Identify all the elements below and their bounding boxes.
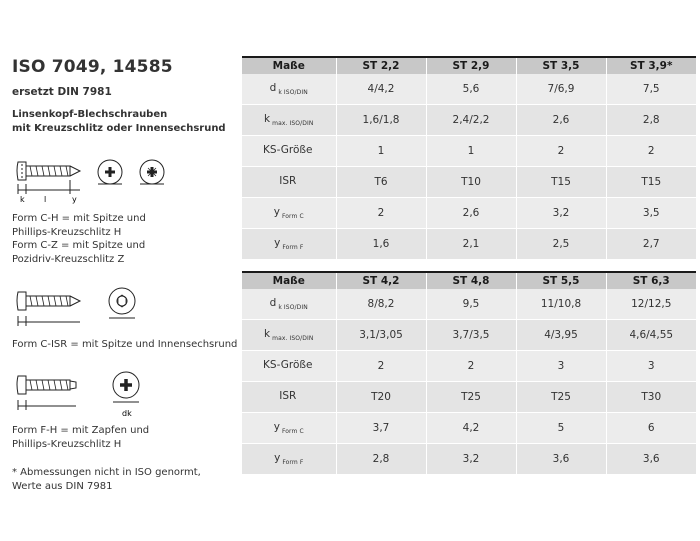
header-cell: ST 2,2 (336, 57, 426, 74)
row-label: KS-Größe (242, 136, 336, 167)
dimensions-table-1 (242, 56, 696, 260)
table-cell: 3,7 (336, 413, 426, 444)
table-cell: 6 (606, 413, 696, 444)
form-text-line: Phillips-Kreuzschlitz H (12, 438, 122, 450)
header-cell: ST 3,5 (516, 57, 606, 74)
dim-label-dk: dk (122, 409, 132, 418)
table-cell: 3 (516, 351, 606, 382)
table-cell: 2,1 (426, 229, 516, 260)
row-label: y $_{Form F}$ (242, 444, 336, 475)
header-cell: ST 5,5 (516, 272, 606, 289)
row-label: d $_{k ISO/DIN}$ (242, 74, 336, 105)
form-text-line: Form F-H = mit Zapfen und (12, 425, 150, 436)
table-cell: T15 (606, 167, 696, 198)
table-cell: 1,6/1,8 (336, 105, 426, 136)
table-cell: 2,6 (516, 105, 606, 136)
screw-drawing-form-c-isr (14, 282, 154, 336)
table-cell: T30 (606, 382, 696, 413)
row-label: ISR (242, 382, 336, 413)
header-cell: ST 2,9 (426, 57, 516, 74)
table-cell: 3 (606, 351, 696, 382)
table-cell: 3,5 (606, 198, 696, 229)
form-text-line: Form C-ISR = mit Spitze und Innensechsrund (12, 339, 238, 350)
table-cell: T20 (336, 382, 426, 413)
table-row (242, 74, 696, 105)
footnote-line2: Werte aus DIN 7981 (12, 481, 113, 492)
table-row (242, 136, 696, 167)
table-cell: 3,7/3,5 (426, 320, 516, 351)
table-row (242, 444, 696, 475)
table-cell: 3,6 (606, 444, 696, 475)
table-cell: 7/6,9 (516, 74, 606, 105)
header-cell: ST 4,2 (336, 272, 426, 289)
row-label: k $_{max. ISO/DIN}$ (242, 105, 336, 136)
dimensions-table-2 (242, 271, 696, 475)
table-cell: 1 (336, 136, 426, 167)
table-row (242, 167, 696, 198)
form-text-line: Pozidriv-Kreuzschlitz Z (12, 253, 125, 265)
table-cell: T15 (516, 167, 606, 198)
row-label: y $_{Form F}$ (242, 229, 336, 260)
row-label: ISR (242, 167, 336, 198)
footnote-line1: * Abmessungen nicht in ISO genormt, (12, 467, 201, 478)
table-cell: 3,1/3,05 (336, 320, 426, 351)
table-cell: 2,7 (606, 229, 696, 260)
header-cell: Maße (242, 272, 336, 289)
form-c-h-description (12, 212, 146, 266)
table-header-row (242, 57, 696, 74)
table-cell: 3,2 (426, 444, 516, 475)
table-cell: 2,6 (426, 198, 516, 229)
table-header-row (242, 272, 696, 289)
table-cell: 4,6/4,55 (606, 320, 696, 351)
row-label: k $_{max. ISO/DIN}$ (242, 320, 336, 351)
table-cell: 4/3,95 (516, 320, 606, 351)
row-label: KS-Größe (242, 351, 336, 382)
table-row (242, 289, 696, 320)
table-cell: 2,4/2,2 (426, 105, 516, 136)
table-row (242, 198, 696, 229)
form-text-line: Form C-Z = mit Spitze und (12, 240, 146, 251)
table-cell: 7,5 (606, 74, 696, 105)
row-label: d $_{k ISO/DIN}$ (242, 289, 336, 320)
form-text-line: Form C-H = mit Spitze und (12, 213, 146, 224)
form-text-line: Phillips-Kreuzschlitz H (12, 226, 122, 238)
table-cell: 4,2 (426, 413, 516, 444)
table-cell: 9,5 (426, 289, 516, 320)
screw-drawing-form-f-h (14, 366, 164, 420)
dim-label-k: k (20, 195, 25, 204)
table-cell: 2 (336, 351, 426, 382)
table-row (242, 351, 696, 382)
table-cell: 2,5 (516, 229, 606, 260)
table-cell: 5,6 (426, 74, 516, 105)
table-row (242, 320, 696, 351)
table-cell: 1,6 (336, 229, 426, 260)
page-title: ISO 7049, 14585 (12, 57, 173, 77)
table-cell: 2 (516, 136, 606, 167)
table-cell: 3,6 (516, 444, 606, 475)
table-cell: 2 (426, 351, 516, 382)
table-cell: 3,2 (516, 198, 606, 229)
page-subtitle: ersetzt DIN 7981 (12, 86, 112, 98)
header-cell: ST 6,3 (606, 272, 696, 289)
product-heading (12, 108, 226, 136)
header-cell: ST 3,9* (606, 57, 696, 74)
form-f-h-description (12, 424, 149, 451)
table-cell: 8/8,2 (336, 289, 426, 320)
table-cell: 11/10,8 (516, 289, 606, 320)
footnote (12, 466, 201, 494)
table-cell: T10 (426, 167, 516, 198)
product-heading-line1: Linsenkopf-Blechschrauben (12, 109, 168, 120)
table-cell: 2 (606, 136, 696, 167)
table-cell: 2,8 (606, 105, 696, 136)
table-cell: 4/4,2 (336, 74, 426, 105)
dim-label-l: l (44, 195, 47, 204)
table-row (242, 413, 696, 444)
table-cell: T6 (336, 167, 426, 198)
table-cell: 2,8 (336, 444, 426, 475)
dim-label-y: y (72, 195, 77, 204)
table-cell: 5 (516, 413, 606, 444)
table-cell: T25 (426, 382, 516, 413)
row-label: y $_{Form C}$ (242, 413, 336, 444)
table-row (242, 229, 696, 260)
form-c-isr-description (12, 338, 237, 352)
table-row (242, 382, 696, 413)
table-cell: 2 (336, 198, 426, 229)
product-heading-line2: mit Kreuzschlitz oder Innensechsrund (12, 123, 226, 134)
header-cell: Maße (242, 57, 336, 74)
screw-drawing-form-c-h (14, 150, 194, 206)
table-row (242, 105, 696, 136)
row-label: y $_{Form C}$ (242, 198, 336, 229)
table-cell: 1 (426, 136, 516, 167)
header-cell: ST 4,8 (426, 272, 516, 289)
table-cell: T25 (516, 382, 606, 413)
table-cell: 12/12,5 (606, 289, 696, 320)
